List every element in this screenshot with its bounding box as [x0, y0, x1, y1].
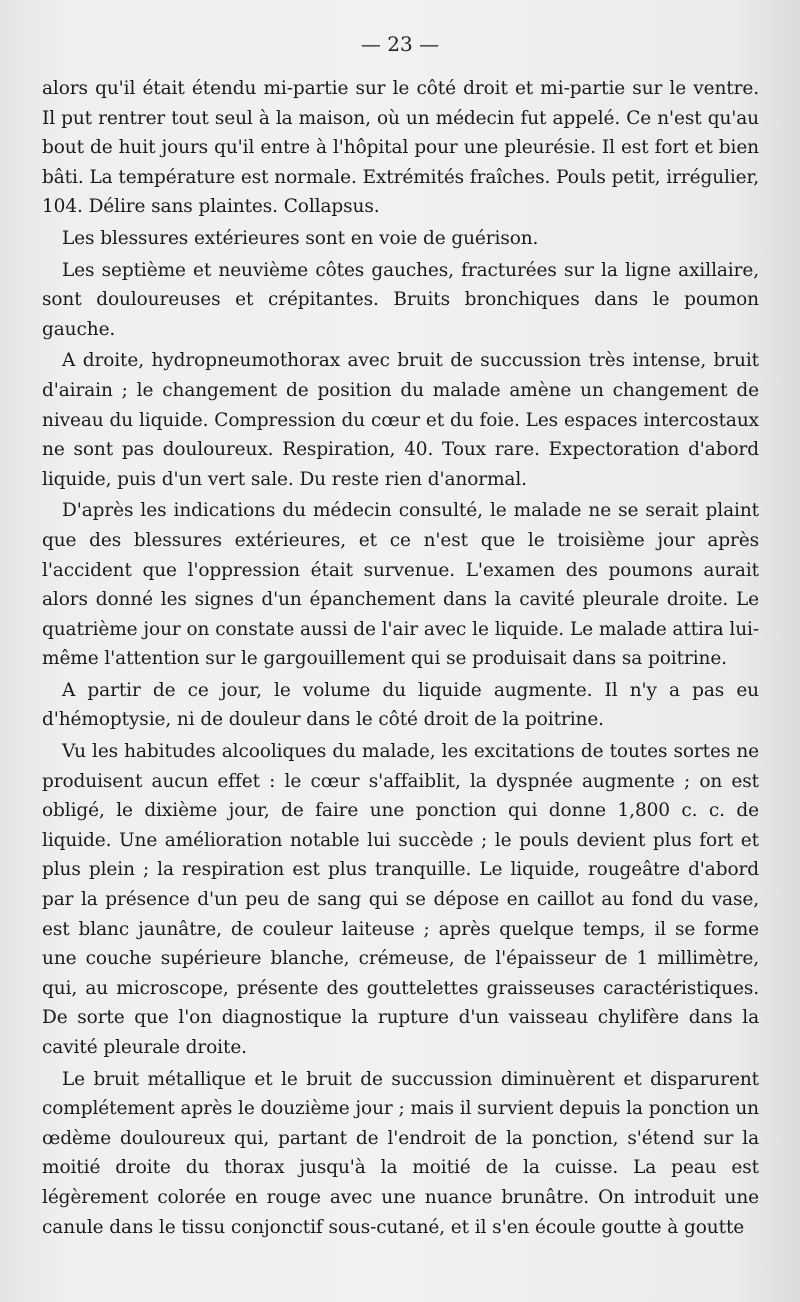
paragraph: Les blessures extérieures sont en voie de guérison.: [62, 227, 539, 249]
paragraph: Les septième et neuvième côtes gauches, fracturées sur la ligne axillaire, sont douloureuses et crépitantes. Bruits bronchiques dans le poumon gauche.: [42, 259, 759, 340]
paragraph-continued: alors qu'il était étendu mi-partie sur le côté droit et mi-partie sur le ventre. Il put rentrer tout seul à la maison, où un médecin fut appelé. Ce n'est qu'au bout de huit jours qu'il entre à l'hôpital pour une pleurésie. Il est fort et bien bâti. La température est normale. Extrémités fraîches. Pouls petit, irrégulier, 104. Délire sans plaintes. Collapsus.: [42, 78, 759, 218]
paragraph: Vu les habitudes alcooliques du malade, les excitations de toutes sortes ne produisent aucun effet : le cœur s'affaiblit, la dyspnée augmente ; on est obligé, le dixième jour, de faire une ponction qui donne 1,800 c. c. de liquide. Une amélioration notable lui succède ; le pouls devient plus fort et plus plein ; la respiration est plus tranquille. Le liquide, rougeâtre d'abord par la présence d'un peu de sang qui se dépose en caillot au fond du vase, est blanc jaunâtre, de couleur laiteuse ; après quelque temps, il se forme une couche supérieure blanche, crémeuse, de l'épaisseur de 1 millimètre, qui, au microscope, présente des gouttelettes graisseuses caractéristiques. De sorte que l'on diagnostique la rupture d'un vaisseau chylifère dans la cavité pleurale droite.: [42, 741, 759, 1058]
paragraph: D'après les indications du médecin consulté, le malade ne se serait plaint que des blessures extérieures, et ce n'est que le troisième jour après l'accident que l'oppression était survenue. L'examen des poumons aurait alors donné les signes d'un épanchement dans la cavité pleurale droite. Le quatrième jour on constate aussi de l'air avec le liquide. Le malade attira lui-même l'attention sur le gargouillement qui se produisait dans sa poitrine.: [42, 500, 759, 670]
paragraph: A partir de ce jour, le volume du liquide augmente. Il n'y a pas eu d'hémoptysie, ni de douleur dans le côté droit de la poitrine.: [42, 679, 759, 731]
page-body-text: [42, 74, 759, 1242]
paragraph: A droite, hydropneumothorax avec bruit de succussion très intense, bruit d'airain ; le changement de position du malade amène un changement de niveau du liquide. Compression du cœur et du foie. Les espaces intercostaux ne sont pas douloureux. Respiration, 40. Toux rare. Expectoration d'abord liquide, puis d'un vert sale. Du reste rien d'anormal.: [42, 350, 759, 490]
page-number: — 23 —: [360, 32, 440, 56]
paragraph-continues: Le bruit métallique et le bruit de succussion diminuèrent et disparurent complétement après le douzième jour ; mais il survient depuis la ponction un œdème douloureux qui, partant de l'endroit de la ponction, s'étend sur la moitié droite du thorax jusqu'à la moitié de la cuisse. La peau est légèrement colorée en rouge avec une nuance brunâtre. On introduit une canule dans le tissu conjonctif sous-cutané, et il s'en écoule goutte à goutte: [42, 1068, 759, 1238]
